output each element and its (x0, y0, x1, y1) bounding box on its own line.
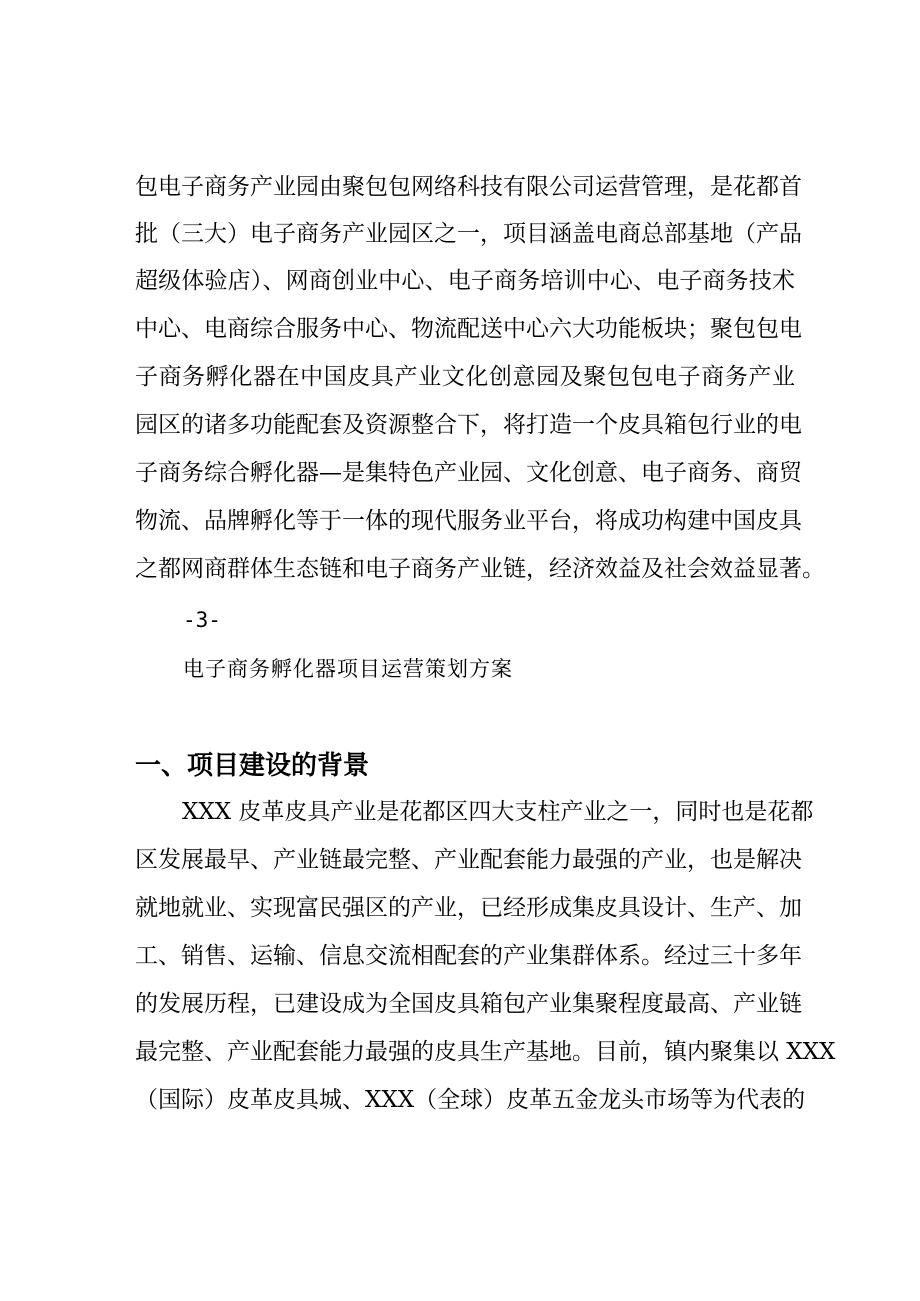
paragraph-line: 最完整、产业配套能力最强的皮具生产基地。目前，镇内聚集以 XXX (135, 1039, 836, 1065)
paragraph-line: 就地就业、实现富民强区的产业，已经形成集皮具设计、生产、加 (135, 895, 802, 921)
paragraph-line: 子商务综合孵化器—是集特色产业园、文化创意、电子商务、商贸 (135, 460, 802, 486)
paragraph-line: 批（三大）电子商务产业园区之一，项目涵盖电商总部基地（产品 (135, 221, 802, 247)
paragraph-line: 的发展历程，已建设成为全国皮具箱包产业集聚程度最高、产业链 (135, 991, 802, 1017)
paragraph-line: 工、销售、运输、信息交流相配套的产业集群体系。经过三十多年 (135, 943, 802, 969)
paragraph-line: 子商务孵化器在中国皮具产业文化创意园及聚包包电子商务产业 (135, 364, 795, 390)
section-heading: 一、项目建设的背景 (135, 751, 370, 781)
paragraph-line: （国际）皮革皮具城、XXX（全球）皮革五金龙头市场等为代表的 (135, 1087, 806, 1113)
paragraph-line: 超级体验店）、网商创业中心、电子商务培训中心、电子商务技术 (135, 268, 795, 294)
paragraph-line: 区发展最早、产业链最完整、产业配套能力最强的产业，也是解决 (135, 847, 802, 873)
paragraph-line: 之都网商群体生态链和电子商务产业链，经济效益及社会效益显著。 (135, 556, 825, 582)
paragraph-line: XXX 皮革皮具产业是花都区四大支柱产业之一，同时也是花都 (182, 799, 814, 825)
page-number: -3- (183, 608, 221, 632)
paragraph-line: 园区的诸多功能配套及资源整合下，将打造一个皮具箱包行业的电 (135, 412, 802, 438)
paragraph-line: 中心、电商综合服务中心、物流配送中心六大功能板块；聚包包电 (135, 316, 802, 342)
paragraph-line: 物流、品牌孵化等于一体的现代服务业平台，将成功构建中国皮具 (135, 508, 802, 534)
paragraph-line: 包电子商务产业园由聚包包网络科技有限公司运营管理，是花都首 (135, 174, 802, 200)
running-title: 电子商务孵化器项目运营策划方案 (183, 657, 513, 681)
